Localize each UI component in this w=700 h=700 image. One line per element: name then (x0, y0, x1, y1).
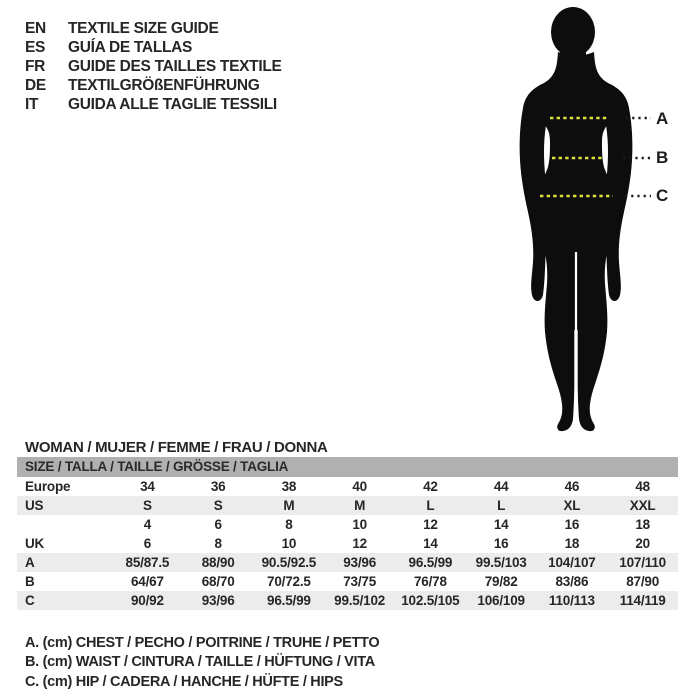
legend-hip: C. (cm) HIP / CADERA / HANCHE / HÜFTE / HIPS (25, 673, 343, 690)
table-cell: 110/113 (548, 593, 595, 608)
language-code: IT (25, 96, 39, 113)
table-row-chest (17, 553, 678, 572)
table-cell: 83/86 (555, 574, 589, 589)
table-cell: 99.5/102 (334, 593, 386, 608)
language-code: FR (25, 58, 46, 75)
table-cell: M (283, 498, 295, 513)
language-row-de (25, 76, 282, 95)
guide-title: GUÍA DE TALLAS (68, 39, 193, 56)
table-cell: 14 (493, 517, 509, 532)
table-cell: 36 (210, 479, 226, 494)
table-cell: 106/109 (477, 593, 525, 608)
table-cell: 6 (214, 517, 222, 532)
table-cell: L (497, 498, 506, 513)
table-cell: 114/119 (619, 593, 666, 608)
language-row-en (25, 19, 282, 38)
table-row-uk (17, 534, 678, 553)
table-cell: 8 (285, 517, 293, 532)
table-cell: 18 (564, 536, 580, 551)
table-row-europe (17, 477, 678, 496)
table-row-us-numeric (17, 515, 678, 534)
table-cell: 34 (140, 479, 155, 494)
table-cell: L (426, 498, 435, 513)
table-cell: 68/70 (201, 574, 235, 589)
table-cell: 14 (423, 536, 438, 551)
table-cell: XXL (629, 498, 656, 513)
row-label: B (25, 574, 35, 589)
table-cell: S (142, 498, 152, 513)
table-cell: 102.5/105 (401, 593, 460, 608)
table-cell: M (354, 498, 366, 513)
table-cell: 79/82 (484, 574, 518, 589)
table-cell: 16 (564, 517, 580, 532)
legend-waist: B. (cm) WAIST / CINTURA / TAILLE / HÜFTUNG / VITA (25, 654, 375, 671)
legend-chest: A. (cm) CHEST / PECHO / POITRINE / TRUHE / PETTO (25, 635, 380, 651)
table-cell: 93/96 (343, 555, 377, 570)
language-row-it (25, 95, 282, 114)
table-cell: 88/90 (201, 555, 235, 570)
size-table-header: SIZE / TALLA / TAILLE / GRÖSSE / TAGLIA (17, 457, 678, 477)
table-row-hip (17, 591, 678, 610)
silhouette-left-arm (520, 84, 550, 301)
table-cell: 20 (635, 536, 650, 551)
figure-block (430, 0, 700, 446)
table-cell: 96.5/99 (267, 593, 311, 608)
table-cell: 93/96 (201, 593, 235, 608)
table-cell: 8 (214, 536, 222, 551)
table-row-us (17, 496, 678, 515)
table-cell: 12 (423, 517, 438, 532)
table-cell: 10 (281, 536, 297, 551)
marker-label-waist: B (656, 148, 669, 167)
language-row-fr (25, 57, 282, 76)
marker-label-chest: A (656, 109, 669, 128)
measurement-legend (25, 634, 379, 692)
table-cell: 46 (564, 479, 580, 494)
table-cell: 48 (635, 479, 650, 494)
table-cell: 90.5/92.5 (261, 555, 317, 570)
row-label: Europe (25, 479, 71, 494)
table-cell: 44 (493, 479, 509, 494)
language-title-block (25, 19, 282, 114)
guide-title: GUIDA ALLE TAGLIE TESSILI (68, 96, 277, 113)
size-table (17, 457, 678, 610)
woman-silhouette-svg (430, 0, 700, 446)
table-cell: 73/75 (343, 574, 377, 589)
section-title: WOMAN / MUJER / FEMME / FRAU / DONNA (25, 439, 328, 456)
row-label: A (25, 555, 35, 570)
guide-title: GUIDE DES TAILLES TEXTILE (68, 58, 282, 75)
table-cell: 6 (143, 536, 152, 551)
row-label: C (25, 593, 35, 608)
row-label: US (25, 498, 44, 513)
table-cell: 40 (352, 479, 367, 494)
table-cell: S (213, 498, 223, 513)
table-cell: 87/90 (626, 574, 660, 589)
table-cell: 64/67 (130, 574, 164, 589)
table-row-waist (17, 572, 678, 591)
table-cell: 107/110 (619, 555, 666, 570)
table-cell: 99.5/103 (475, 555, 527, 570)
table-cell: XL (563, 498, 581, 513)
row-label: UK (25, 536, 45, 551)
guide-title: TEXTILE SIZE GUIDE (68, 20, 219, 37)
marker-label-hip: C (656, 186, 669, 205)
language-code: ES (25, 39, 46, 56)
language-code: DE (25, 77, 46, 94)
table-cell: 90/92 (130, 593, 164, 608)
table-cell: 38 (281, 479, 297, 494)
table-cell: 16 (493, 536, 509, 551)
table-cell: 18 (635, 517, 650, 532)
table-cell: 42 (423, 479, 438, 494)
table-cell: 104/107 (548, 555, 596, 570)
table-cell: 12 (352, 536, 367, 551)
table-cell: 70/72.5 (267, 574, 311, 589)
language-code: EN (25, 20, 46, 37)
guide-title: TEXTILGRÖßENFÜHRUNG (68, 77, 260, 94)
table-cell: 76/78 (413, 574, 447, 589)
language-row-es (25, 38, 282, 57)
table-cell: 10 (352, 517, 367, 532)
table-cell: 4 (143, 517, 152, 532)
silhouette-right-arm (602, 84, 632, 301)
table-cell: 96.5/99 (408, 555, 453, 570)
table-cell: 85/87.5 (125, 555, 170, 570)
